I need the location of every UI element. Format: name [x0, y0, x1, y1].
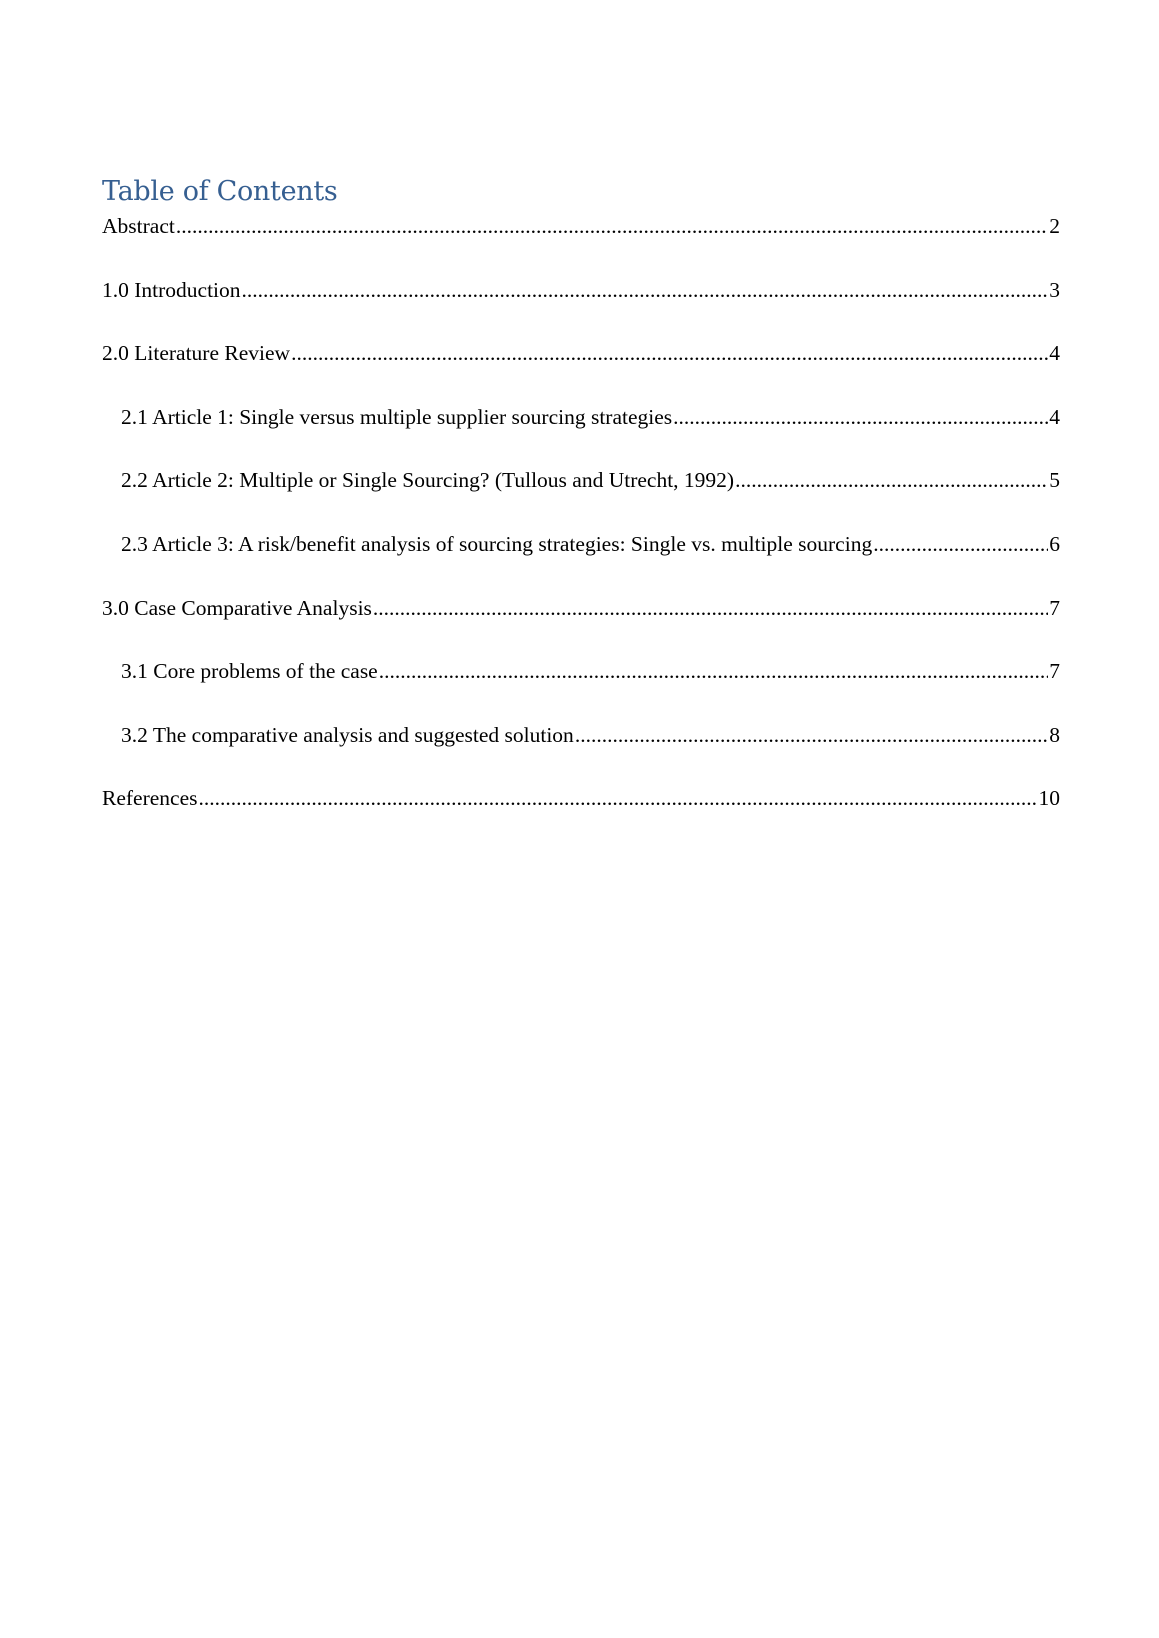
toc-entry-references[interactable] — [102, 784, 1060, 848]
toc-entry-page: 8 — [1049, 722, 1060, 747]
toc-entry-label: 3.0 Case Comparative Analysis — [102, 595, 372, 620]
toc-entry-page: 10 — [1038, 786, 1060, 811]
toc-entry-page: 3 — [1049, 277, 1060, 302]
toc-entry-case-comparative-analysis[interactable] — [102, 594, 1060, 658]
toc-entry-page: 6 — [1049, 531, 1060, 556]
toc-entry-article-1[interactable] — [102, 403, 1060, 467]
toc-entry-label: Abstract — [102, 214, 175, 238]
toc-dot-leader — [575, 721, 1048, 749]
toc-entry-comparative-analysis-solution[interactable] — [102, 721, 1060, 785]
toc-entry-page: 2 — [1049, 214, 1060, 238]
toc-dot-leader — [673, 403, 1048, 431]
toc-dot-leader — [291, 339, 1048, 367]
toc-entry-article-2[interactable] — [102, 466, 1060, 530]
toc-entry-label: 3.2 The comparative analysis and suggested solution — [121, 722, 574, 747]
toc-entry-page: 4 — [1049, 404, 1060, 429]
toc-entry-label: 2.2 Article 2: Multiple or Single Sourcing? (Tullous and Utrecht, 1992) — [121, 468, 735, 493]
toc-entry-core-problems[interactable] — [102, 657, 1060, 721]
toc-entry-literature-review[interactable] — [102, 339, 1060, 403]
toc-dot-leader — [242, 276, 1049, 304]
toc-entry-page: 7 — [1049, 595, 1060, 620]
toc-entry-label: 3.1 Core problems of the case — [121, 659, 378, 684]
toc-entry-label: References — [102, 786, 198, 811]
toc-entry-label: 2.1 Article 1: Single versus multiple supplier sourcing strategies — [121, 404, 673, 429]
toc-entry-page: 4 — [1049, 341, 1060, 366]
toc-dot-leader — [873, 530, 1048, 558]
toc-entry-label: 2.0 Literature Review — [102, 341, 291, 366]
toc-entry-abstract[interactable] — [102, 212, 1060, 276]
toc-entry-label: 2.3 Article 3: A risk/benefit analysis of sourcing strategies: Single vs. multiple sourcing — [121, 531, 873, 556]
toc-dot-leader — [379, 657, 1049, 685]
toc-entry-label: 1.0 Introduction — [102, 277, 241, 302]
toc-entry-article-3[interactable] — [102, 530, 1060, 594]
toc-entry-page: 5 — [1049, 468, 1060, 493]
toc-dot-leader — [199, 784, 1038, 812]
toc-entry-introduction[interactable] — [102, 276, 1060, 340]
toc-list — [102, 212, 1060, 848]
toc-dot-leader — [735, 466, 1048, 494]
toc-entry-page: 7 — [1049, 659, 1060, 684]
toc-dot-leader — [373, 594, 1048, 622]
toc-title: Table of Contents — [102, 176, 338, 207]
toc-dot-leader — [176, 212, 1048, 240]
